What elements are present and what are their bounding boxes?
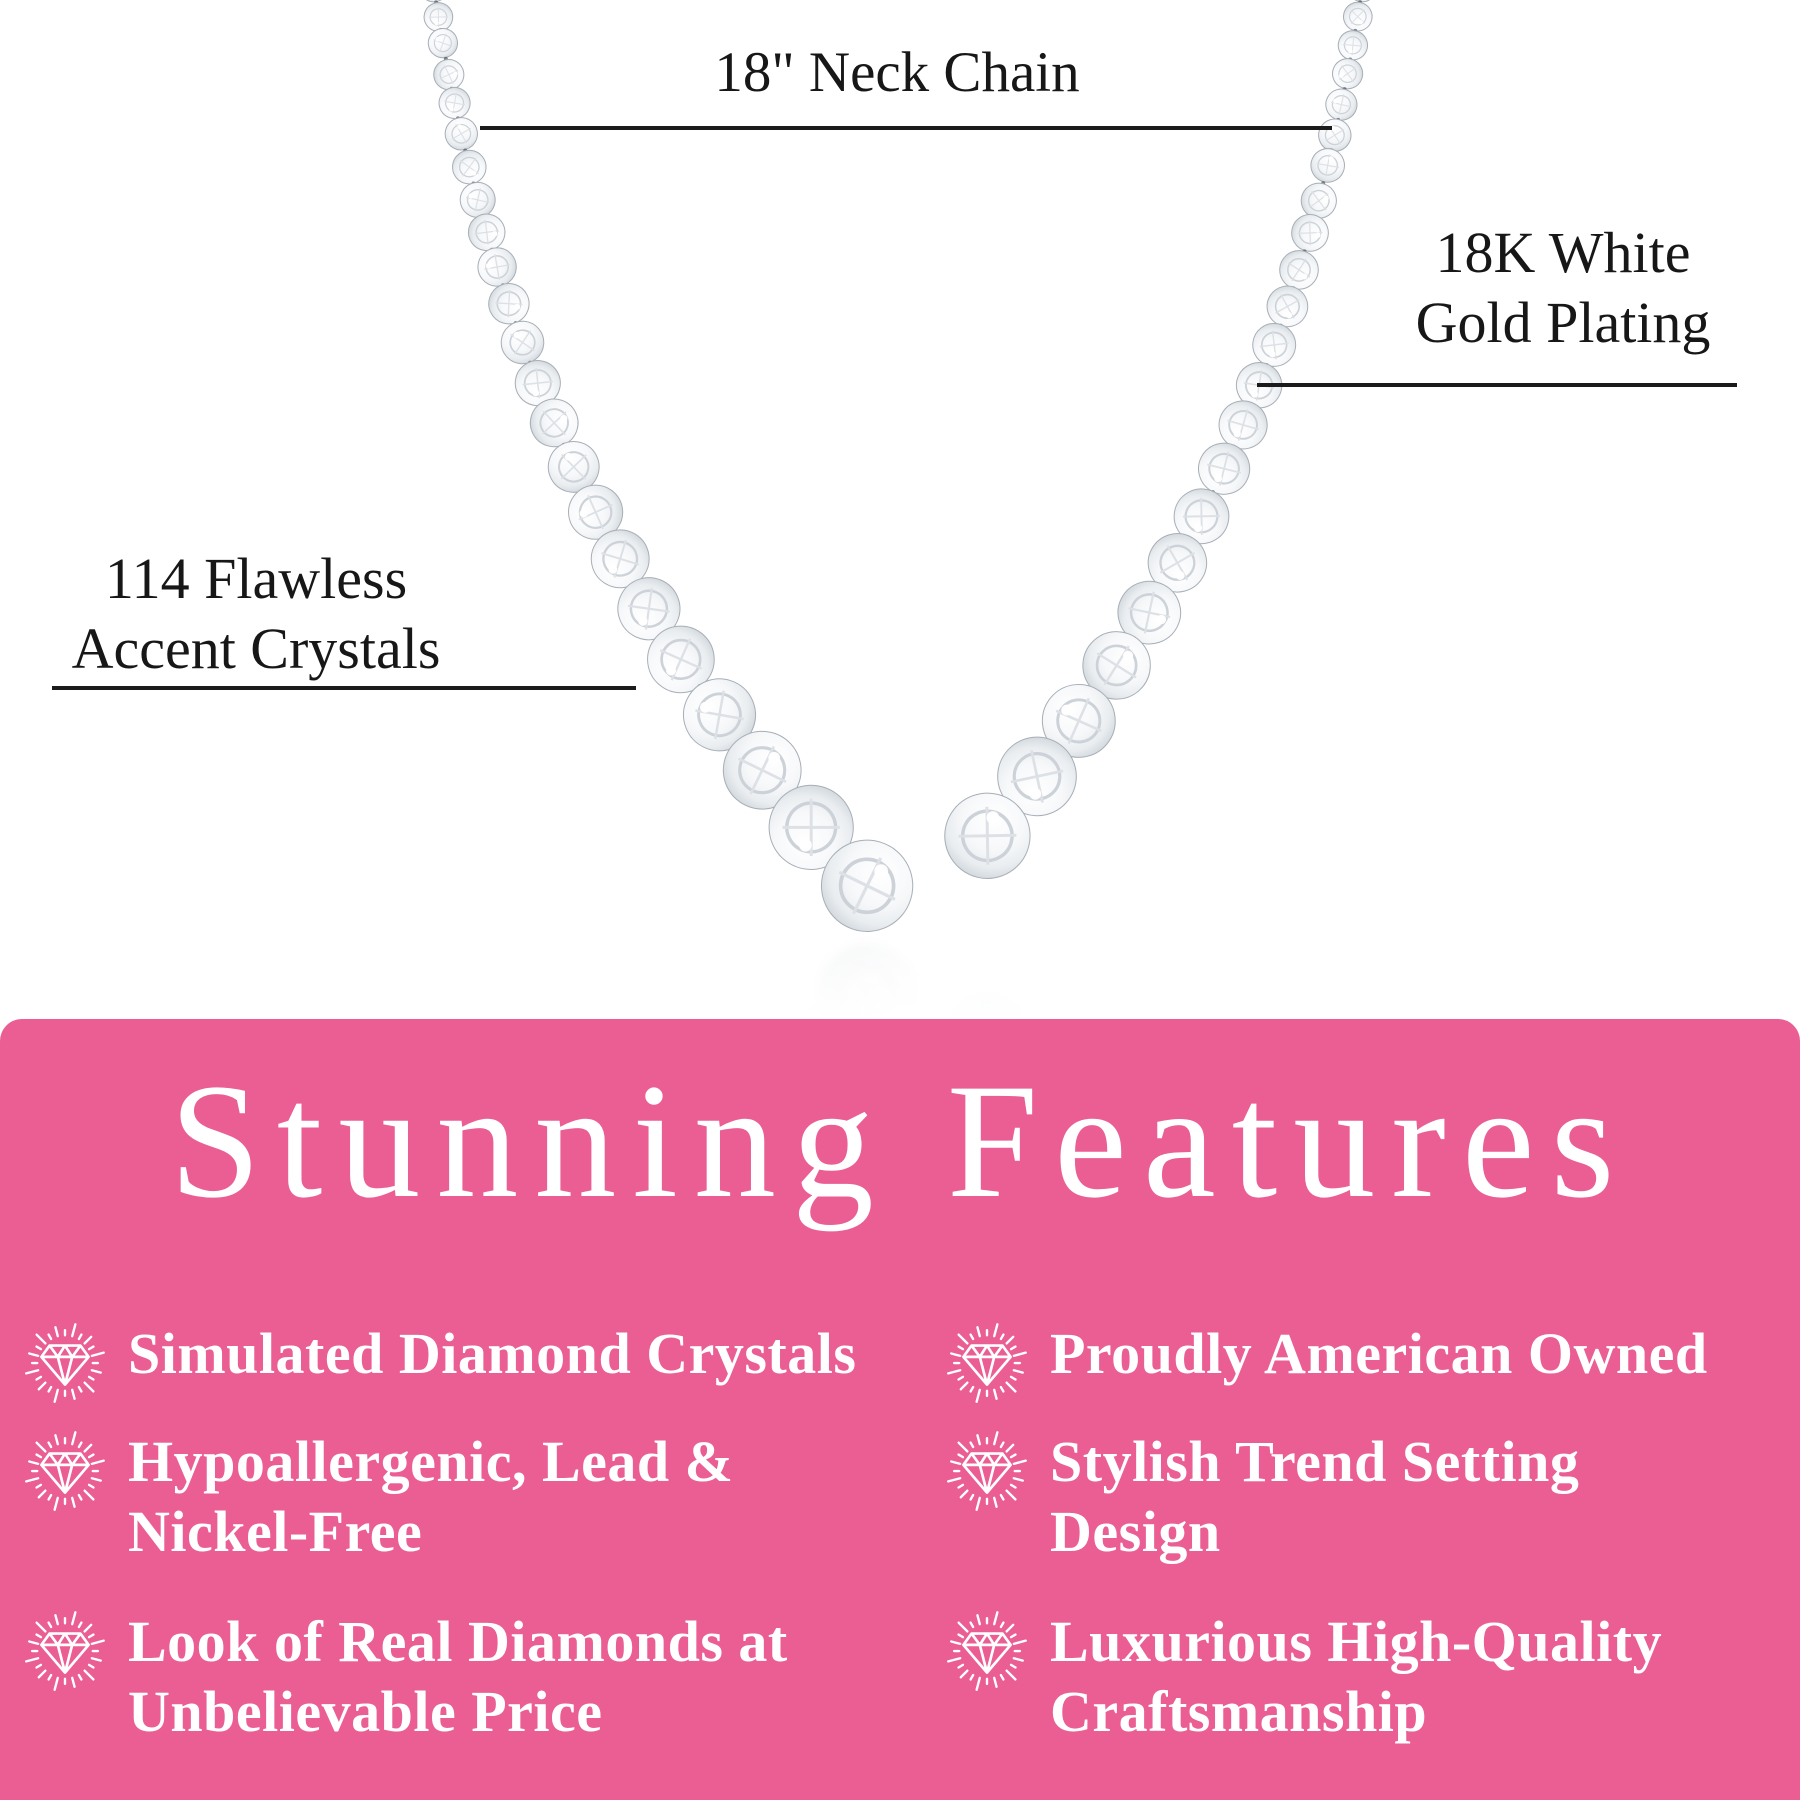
feature-item-craftsmanship [950,1607,1776,1783]
gold-plating-text-line2: Gold Plating [1415,290,1711,356]
label-gold-plating [1328,218,1798,358]
accent-crystals-text-line2: Accent Crystals [71,616,441,682]
diamond-sparkle-icon [28,1325,102,1399]
accent-crystals-text-line1: 114 Flawless [104,546,408,611]
feature-text: Stylish Trend Setting Design [1050,1429,1580,1565]
feature-text: Luxurious High-Quality Craftsmanship [1050,1609,1663,1745]
diamond-sparkle-icon [950,1325,1024,1399]
feature-item-american-owned [950,1319,1776,1419]
diamond-sparkle-icon [28,1433,102,1507]
neck-chain-text: 18" Neck Chain [714,41,1080,104]
features-panel [0,1019,1800,1800]
callout-line-accent-crystals [52,686,636,690]
diamond-sparkle-icon [28,1613,102,1687]
gold-plating-text-line1: 18K White [1435,220,1691,285]
diamond-sparkle-icon [950,1433,1024,1507]
diamond-sparkle-icon [950,1613,1024,1687]
feature-text: Look of Real Diamonds at Unbelievable Price [128,1609,788,1745]
feature-item-hypoallergenic [28,1427,950,1599]
feature-item-trend-setting-design [950,1427,1776,1599]
feature-text: Simulated Diamond Crystals [128,1321,857,1386]
label-accent-crystals [24,544,488,684]
feature-text: Proudly American Owned [1050,1321,1708,1386]
feature-text: Hypoallergenic, Lead & Nickel-Free [128,1429,734,1565]
callout-line-gold-plating [1257,383,1737,387]
features-grid [28,1319,1776,1783]
label-neck-chain [497,40,1297,105]
necklace-strands [415,0,1382,935]
feature-item-real-diamond-look [28,1607,950,1783]
features-title: Stunning Features [169,1051,1631,1232]
callout-line-neck-chain [480,126,1332,130]
feature-item-simulated-crystals [28,1319,950,1419]
